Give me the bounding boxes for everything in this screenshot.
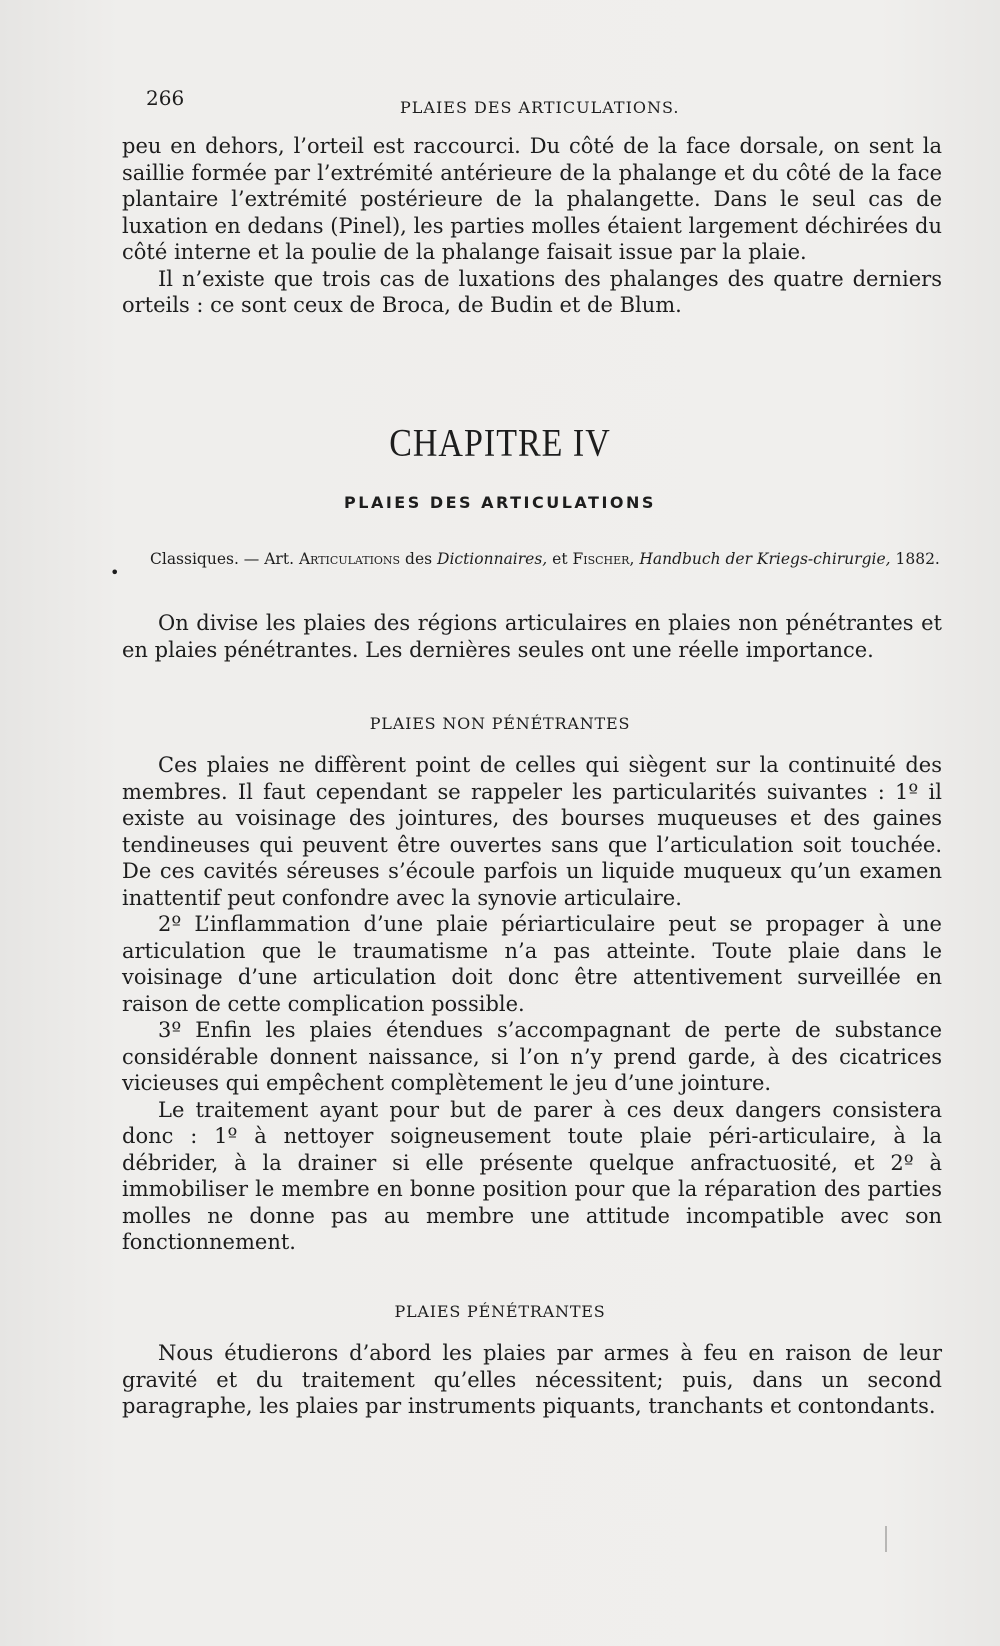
paragraph: 3º Enfin les plaies étendues s’accompagnant de perte de substance considérable donnent naissance, si l’on n’y prend garde, à des cicatrices vicieuses qui empêchent complètement le jeu d’une jointure.: [122, 1018, 942, 1095]
biblio-year: 1882.: [890, 550, 940, 568]
section-heading: PLAIES NON PÉNÉTRANTES: [369, 714, 631, 733]
biblio-handbuch: Handbuch der Kriegs-chirurgie,: [639, 550, 891, 568]
running-title: PLAIES DES ARTICULATIONS.: [400, 98, 680, 117]
bibliography-note: [128, 548, 940, 570]
page-number: 266: [146, 86, 185, 110]
paragraph: peu en dehors, l’orteil est raccourci. Du côté de la face dorsale, on sent la saillie formée par l’extrémité antérieure de la phalange et du côté de la face plantaire l’extrémité postérieure de la phalangette. Dans le seul cas de luxation en dedans (Pinel), les parties molles étaient largement déchirées du côté interne et la poulie de la phalange faisait issue par la plaie.: [122, 134, 942, 264]
paragraph: Nous étudierons d’abord les plaies par armes à feu en raison de leur gravité et du traitement qu’elles nécessitent; puis, dans un second paragraphe, les plaies par instruments piquants, tranchants et contondants.: [122, 1341, 942, 1418]
paragraph: Ces plaies ne diffèrent point de celles qui siègent sur la continuité des membres. Il faut cependant se rappeler les particularités suivantes : 1º il existe au voisinage des jointures, des bourses muqueuses et des gaines tendineuses qui peuvent être ouvertes sans que l’articulation soit touchée. De ces cavités séreuses s’écoule parfois un liquide muqueux qu’un examen inattentif peut confondre avec la synovie articulaire.: [122, 753, 942, 910]
intro-text: [122, 610, 942, 663]
page-edge-mark: [885, 1526, 887, 1552]
chapter-title: CHAPITRE IV: [389, 422, 611, 465]
section1-text: [122, 752, 942, 1256]
biblio-lead: Classiques. — Art.: [150, 550, 299, 568]
chapter-subtitle: PLAIES DES ARTICULATIONS: [344, 493, 656, 512]
biblio-mid2: et: [547, 550, 573, 568]
bullet-mark: •: [110, 563, 120, 582]
section-heading: PLAIES PÉNÉTRANTES: [394, 1302, 606, 1321]
paragraph: On divise les plaies des régions articulaires en plaies non pénétrantes et en plaies pénétrantes. Les dernières seules ont une réelle importance.: [122, 611, 942, 662]
paragraph: Le traitement ayant pour but de parer à ces deux dangers consistera donc : 1º à nettoyer soigneusement toute plaie péri-articulaire, à la débrider, à la drainer si elle présente quelque anfractuosité, et 2º à immobiliser le membre en bonne position pour que la réparation des parties molles ne donne pas au membre une attitude incompatible avec son fonctionnement.: [122, 1097, 942, 1254]
biblio-fischer: Fischer,: [572, 550, 635, 568]
biblio-articulations: Articulations: [298, 550, 401, 568]
biblio-dictionnaires: Dictionnaires,: [437, 550, 548, 568]
top-text: [122, 133, 942, 319]
paragraph: 2º L’inflammation d’une plaie périarticulaire peut se propager à une articulation que le traumatisme n’a pas atteinte. Toute plaie dans le voisinage d’une articulation doit donc être attentivement surveillée en raison de cette complication possible.: [122, 912, 942, 1016]
biblio-mid1: des: [400, 550, 438, 568]
paragraph: Il n’existe que trois cas de luxations des phalanges des quatre derniers orteils : ce sont ceux de Broca, de Budin et de Blum.: [122, 266, 942, 317]
section2-text: [122, 1340, 942, 1420]
